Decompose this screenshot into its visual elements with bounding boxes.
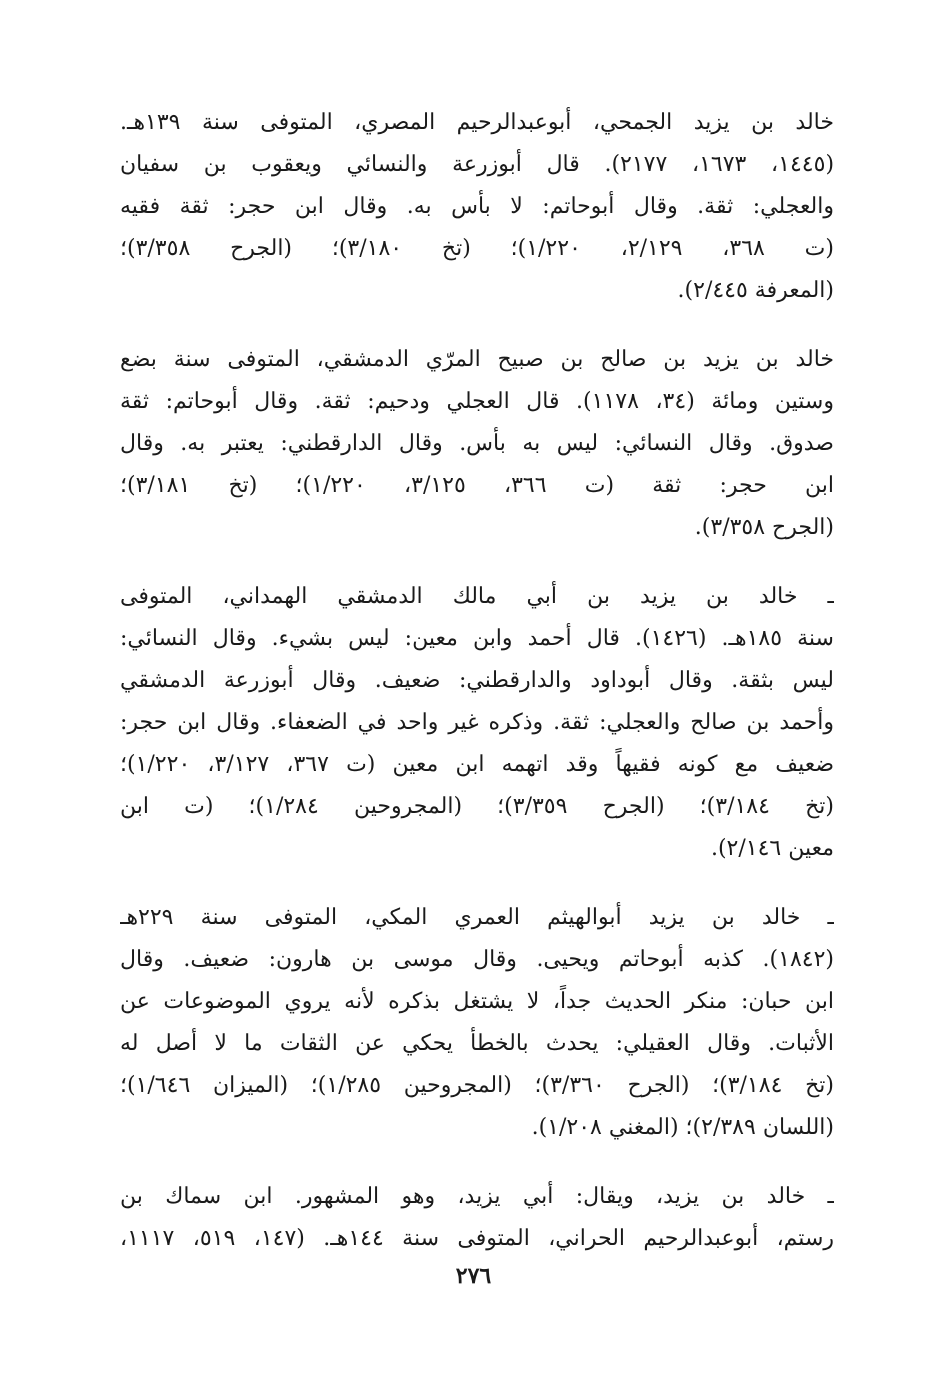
text-line: (تخ ٣/١٨٤)؛ (الجرح ٣/٣٦٠)؛ (المجروحين ١/٢٨٥)؛ (الميزان ١/٦٤٦)؛: [120, 1073, 834, 1098]
text-line: خالد بن يزيد الجمحي، أبوعبدالرحيم المصري، المتوفى سنة ١٣٩هـ.: [120, 110, 834, 135]
text-line: (اللسان ٢/٣٨٩)؛ (المغني ١/٢٠٨).: [531, 1115, 834, 1140]
text-line: ليس بثقة. وقال أبوداود والدارقطني: ضعيف. وقال أبوزرعة الدمشقي: [120, 668, 834, 693]
biography-entry: [120, 897, 834, 1149]
text-line: ـ خالد بن يزيد بن أبي مالك الدمشقي الهمداني، المتوفى: [120, 584, 834, 609]
text-line: الأثبات. وقال العقيلي: يحدث بالخطأ يحكي عن الثقات ما لا أصل له: [120, 1031, 834, 1056]
text-line: ـ خالد بن يزيد، ويقال: أبي يزيد، وهو المشهور. ابن سماك بن: [120, 1184, 834, 1209]
text-line: (١٨٤٢). كذبه أبوحاتم ويحيى. وقال موسى بن هارون: ضعيف. وقال: [120, 947, 834, 972]
text-line: (١٤٤٥، ١٦٧٣، ٢١٧٧). قال أبوزرعة والنسائي ويعقوب بن سفيان: [120, 152, 834, 177]
text-line: ضعيف مع كونه فقيهاً وقد اتهمه ابن معين (ت ٣٦٧، ٣/١٢٧، ١/٢٢٠)؛: [120, 752, 834, 777]
biography-entry: [120, 1176, 834, 1260]
text-line: خالد بن يزيد بن صالح بن صبيح المرّي الدمشقي، المتوفى سنة بضع: [120, 347, 834, 372]
text-line: وستين ومائة (٣٤، ١١٧٨). قال العجلي ودحيم: ثقة. وقال أبوحاتم: ثقة: [120, 389, 834, 414]
text-line: (ت ٣٦٨، ٢/١٢٩، ١/٢٢٠)؛ (تخ ٣/١٨٠)؛ (الجرح ٣/٣٥٨)؛: [120, 236, 834, 261]
page-number: ٢٧٦: [455, 1263, 492, 1289]
biography-entry: [120, 102, 834, 312]
biography-entry: [120, 576, 834, 870]
text-line: ابن حبان: منكر الحديث جداً، لا يشتغل بذكره لأنه يروي الموضوعات عن: [120, 989, 834, 1014]
text-line: (المعرفة ٢/٤٤٥).: [677, 278, 834, 303]
biography-entry: [120, 339, 834, 549]
text-line: ابن حجر: ثقة (ت ٣٦٦، ٣/١٢٥، ١/٢٢٠)؛ (تخ ٣/١٨١)؛: [120, 473, 834, 498]
text-line: وأحمد بن صالح والعجلي: ثقة. وذكره غير واحد في الضعفاء. وقال ابن حجر:: [120, 710, 834, 735]
text-line: (تخ ٣/١٨٤)؛ (الجرح ٣/٣٥٩)؛ (المجروحين ١/٢٨٤)؛ (ت ابن: [120, 794, 834, 819]
text-line: والعجلي: ثقة. وقال أبوحاتم: لا بأس به. وقال ابن حجر: ثقة فقيه: [120, 194, 834, 219]
text-line: رستم، أبوعبدالرحيم الحراني، المتوفى سنة ١٤٤هـ. (١٤٧، ٥١٩، ١١١٧،: [120, 1226, 834, 1251]
page-text-body: [120, 102, 834, 1287]
text-line: صدوق. وقال النسائي: ليس به بأس. وقال الدارقطني: يعتبر به. وقال: [120, 431, 834, 456]
text-line: ـ خالد بن يزيد أبوالهيثم العمري المكي، المتوفى سنة ٢٢٩هـ: [120, 905, 834, 930]
text-line: سنة ١٨٥هـ. (١٤٢٦). قال أحمد وابن معين: ليس بشيء. وقال النسائي:: [120, 626, 834, 651]
text-line: معين ٢/١٤٦).: [710, 836, 834, 861]
text-line: (الجرح ٣/٣٥٨).: [694, 515, 834, 540]
